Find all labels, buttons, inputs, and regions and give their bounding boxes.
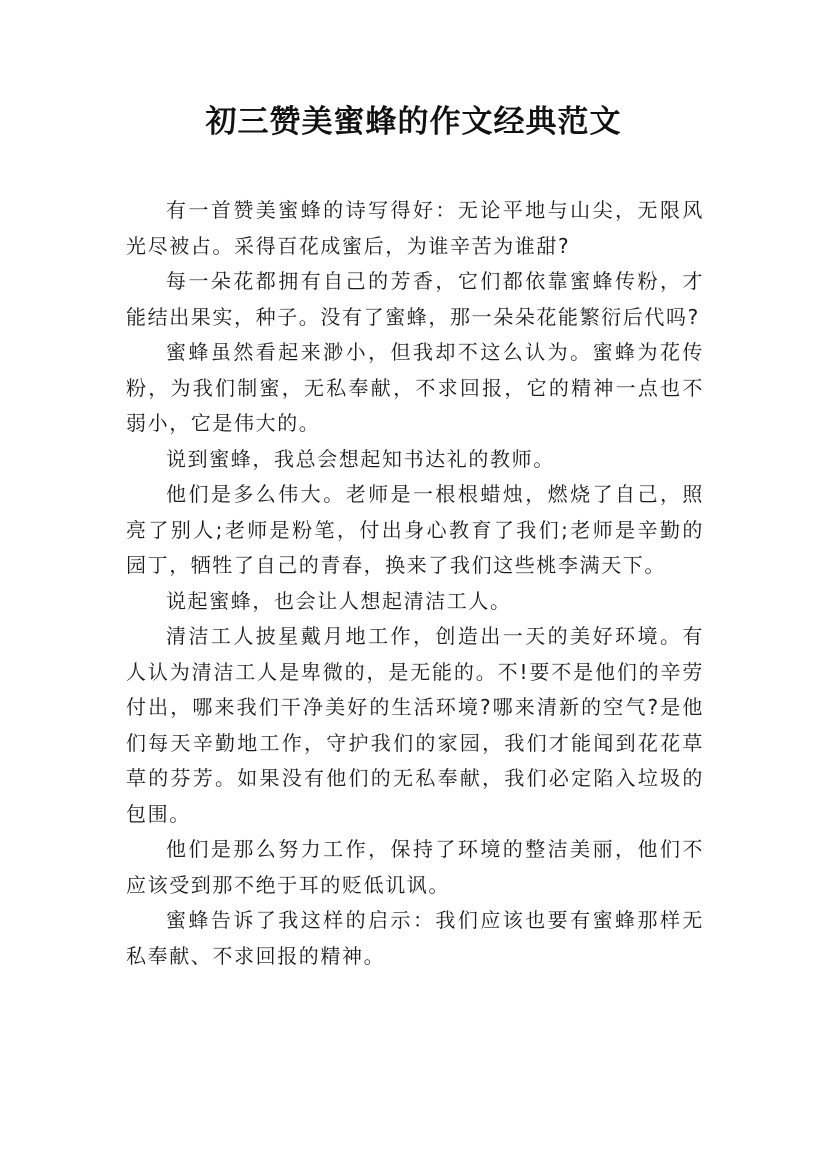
paragraph: 说起蜜蜂，也会让人想起清洁工人。 [166,588,512,613]
paragraph: 蜜蜂虽然看起来渺小，但我却不这么认为。蜜蜂为花传粉，为我们制蜜，无私奉献，不求回报，它的精神一点也不弱小，它是伟大的。 [126,340,704,435]
paragraph: 每一朵花都拥有自己的芳香，它们都依靠蜜蜂传粉，才能结出果实，种子。没有了蜜蜂，那一朵朵花能繁衍后代吗? [126,269,704,329]
paragraph: 蜜蜂告诉了我这样的启示：我们应该也要有蜜蜂那样无私奉献、不求回报的精神。 [126,908,704,968]
paragraph: 说到蜜蜂，我总会想起知书达礼的教师。 [166,446,555,471]
paragraph: 清洁工人披星戴月地工作，创造出一天的美好环境。有人认为清洁工人是卑微的，是无能的。不!要不是他们的辛劳付出，哪来我们干净美好的生活环境?哪来清新的空气?是他们每天辛勤地工作，守护我们的家园，我们才能闻到花花草草的芬芳。如果没有他们的无私奉献，我们必定陷入垃圾的包围。 [126,624,704,826]
paragraph: 有一首赞美蜜蜂的诗写得好：无论平地与山尖，无限风光尽被占。采得百花成蜜后，为谁辛苦为谁甜? [126,198,704,258]
document-body [126,193,704,974]
paragraph: 他们是那么努力工作，保持了环境的整洁美丽，他们不应该受到那不绝于耳的贬低讥讽。 [126,837,704,897]
paragraph: 他们是多么伟大。老师是一根根蜡烛，燃烧了自己，照亮了别人;老师是粉笔，付出身心教育了我们;老师是辛勤的园丁，牺牲了自己的青春，换来了我们这些桃李满天下。 [126,482,704,577]
document-title: 初三赞美蜜蜂的作文经典范文 [205,104,622,140]
